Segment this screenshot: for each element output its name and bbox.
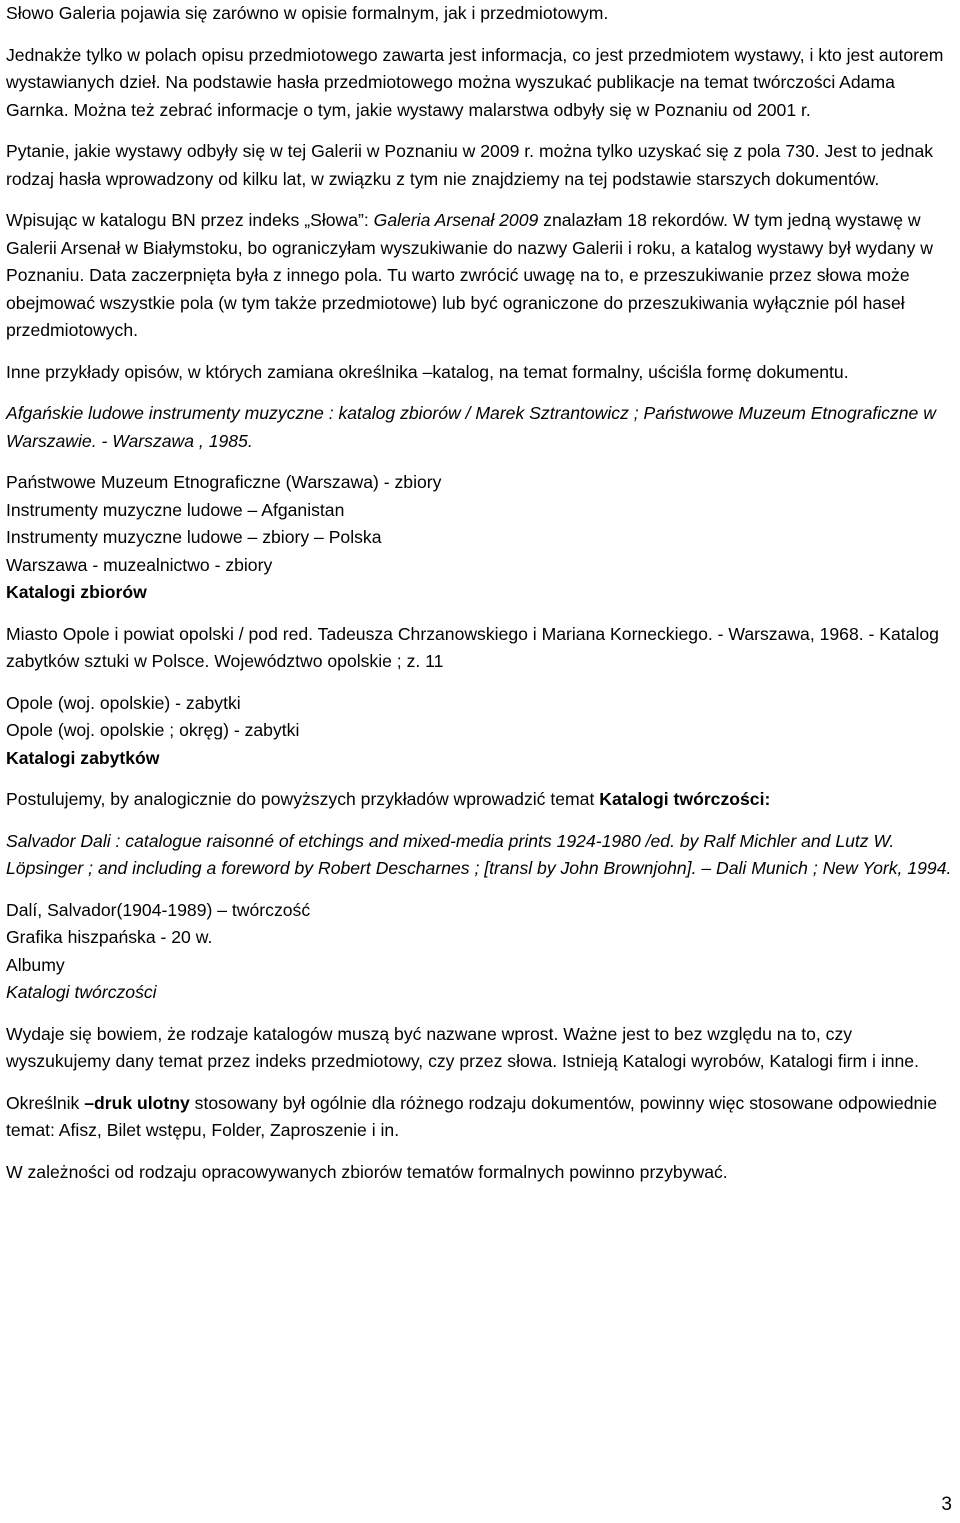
form-heading: Katalogi zbiorów — [6, 582, 147, 602]
subject-heading: Państwowe Muzeum Etnograficzne (Warszawa) - zbiory — [6, 472, 442, 492]
bibliographic-record-afghan-instruments: Afgańskie ludowe instrumenty muzyczne : katalog zbiorów / Marek Sztrantowicz ; Państwowe Muzeum Etnograficzne w Warszawie. - Warszawa , 1985. — [6, 403, 936, 451]
subject-heading: Albumy — [6, 954, 65, 975]
paragraph-text: Postulujemy, by analogicznie do powyższych przykładów wprowadzić temat — [6, 789, 600, 809]
paragraph-text: znalazłam 18 rekordów. W tym jedną wystawę w Galerii Arsenał w Białymstoku, bo ograniczyłam wyszukiwanie do nazwy Galerii i roku, a katalog wystawy był wydany w Poznaniu. Data zaczerpnięta była z innego pola. Tu warto zwrócić uwagę na to, e przeszukiwanie przez słowa może obejmować wszystkie pola (w tym także przedmiotowe) lub być ograniczone do przeszukiwania wyłącznie pól haseł przedmiotowych. — [6, 210, 933, 340]
paragraph-catalog-types: Wydaje się bowiem, że rodzaje katalogów muszą być nazwane wprost. Ważne jest to bez względu na to, czy wyszukujemy dany temat przez indeks przedmiotowy, czy przez słowa. Istnieją Katalogi wyrobów, Katalogi firm i inne. — [6, 1023, 919, 1071]
subject-heading: Opole (woj. opolskie) - zabytki — [6, 692, 241, 713]
subject-heading: Instrumenty muzyczne ludowe – zbiory – Polska — [6, 527, 382, 547]
form-heading: Katalogi zabytków — [6, 747, 160, 768]
subject-heading: Grafika hiszpańska - 20 w. — [6, 927, 213, 947]
subject-headings-list-2 — [6, 690, 956, 773]
paragraph-bn-catalog-search — [6, 207, 956, 345]
paragraph-text: Wpisując w katalogu BN przez indeks „Słowa”: — [6, 210, 374, 230]
document-page — [6, 0, 956, 1186]
paragraph-proposal — [6, 786, 956, 814]
subject-heading: Dalí, Salvador(1904-1989) – twórczość — [6, 899, 311, 920]
subject-headings-list-1 — [6, 469, 956, 607]
subject-heading: Opole (woj. opolskie ; okręg) - zabytki — [6, 720, 300, 740]
search-term: Galeria Arsenał 2009 — [373, 210, 539, 230]
paragraph-other-examples: Inne przykłady opisów, w których zamiana określnika –katalog, na temat formalny, uściśla formę dokumentu. — [6, 361, 849, 382]
paragraph-exhibitions-2009: Pytanie, jakie wystawy odbyły się w tej Galerii w Poznaniu w 2009 r. można tylko uzyskać się z pola 730. Jest to jednak rodzaj hasła wprowadzony od kilku lat, w związku z tym nie znajdziemy na tej podstawie starszych dokumentów. — [6, 141, 934, 189]
paragraph-druk-ulotny — [6, 1090, 956, 1145]
paragraph-text: Określnik — [6, 1092, 85, 1113]
bibliographic-record-opole: Miasto Opole i powiat opolski / pod red. Tadeusza Chrzanowskiego i Mariana Korneckiego. - Warszawa, 1968. - Katalog zabytków sztuki w Polsce. Województwo opolskie ; z. 11 — [6, 623, 939, 671]
subject-heading: Warszawa - muzealnictwo - zbiory — [6, 554, 273, 575]
form-heading: Katalogi twórczości — [6, 982, 157, 1002]
proposed-heading: Katalogi twórczości: — [599, 789, 771, 809]
subject-headings-list-3 — [6, 897, 956, 1007]
paragraph-conclusion: W zależności od rodzaju opracowywanych zbiorów tematów formalnych powinno przybywać. — [6, 1161, 728, 1182]
bibliographic-record-dali: Salvador Dali : catalogue raisonné of etchings and mixed-media prints 1924-1980 /ed. by Ralf Michler and Lutz W. Löpsinger ; and including a foreword by Robert Descharnes ; [transl by John Brownjohn]. – Dali Munich ; New York, 1994. — [6, 830, 952, 878]
subject-heading: Instrumenty muzyczne ludowe – Afganistan — [6, 499, 345, 520]
qualifier-term: –druk ulotny — [84, 1092, 190, 1113]
page-number: 3 — [941, 1493, 952, 1515]
paragraph-galeria-intro: Słowo Galeria pojawia się zarówno w opisie formalnym, jak i przedmiotowym. — [6, 3, 609, 23]
paragraph-subject-fields: Jednakże tylko w polach opisu przedmiotowego zawarta jest informacja, co jest przedmiotem wystawy, i kto jest autorem wystawianych dzieł. Na podstawie hasła przedmiotowego można wyszukać publikacje na temat twórczości Adama Garnka. Można też zebrać informacje o tym, jakie wystawy malarstwa odbyły się w Poznaniu od 2001 r. — [6, 44, 944, 120]
paragraph-text: stosowany był ogólnie dla różnego rodzaju dokumentów, powinny więc stosowane odpowiednie temat: Afisz, Bilet wstępu, Folder, Zaproszenie i in. — [6, 1092, 938, 1140]
